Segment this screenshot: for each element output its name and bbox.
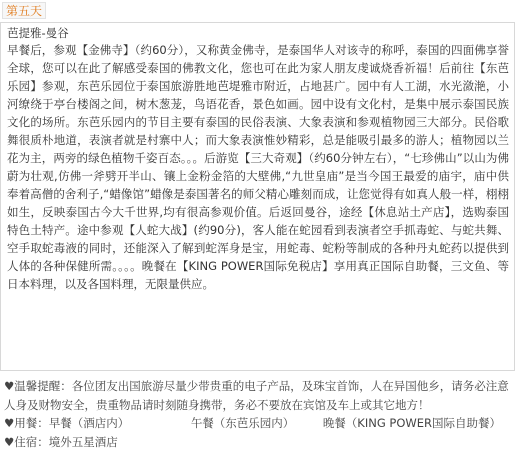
reminder-text: ♥温馨提醒：各位团友出国旅游尽量少带贵重的电子产品，及珠宝首饰，人在异国他乡，请务必注意人身及财物安全，贵重物品请时刻随身携带，务必不要放在宾馆及车上或其它地方！: [4, 379, 509, 412]
route-title: 芭提雅-曼谷: [7, 26, 69, 40]
day-label: 第五天: [2, 2, 46, 19]
meals-prefix: ♥用餐：: [4, 416, 49, 430]
meal-lunch: 午餐（东芭乐园内）: [190, 416, 295, 430]
meals-line: [4, 414, 512, 433]
meal-breakfast: 早餐（酒店内）: [48, 416, 130, 430]
lodging-text: ♥住宿：境外五星酒店: [4, 434, 118, 449]
notes-section: [4, 377, 512, 451]
itinerary-text: 早餐后，参观【金佛寺】（约60分），又称黄金佛寺，是泰国华人对该寺的称呼，泰国的四面佛享誉全球，您可以在此了解感受泰国的佛教文化，您也可在此为家人朋友虔诚烧香祈福！后前往【东芭乐园】参观，东芭乐园位于泰国旅游胜地芭堤雅市附近，占地甚广。园中有人工湖，水光潋滟，小河缭绕于亭台楼阁之间，树木葱茏，鸟语花香，景色如画。园中设有文化村，是集中展示泰国民族文化的场所。东芭乐园内的节目主要有泰国的民俗表演、大象表演和参观植物园三大部分。民俗歌舞很质朴地道，表演者就是村寨中人；而大象表演惟妙精彩，总是能吸引最多的游人；植物园以兰花为主，两旁的绿色植物千姿百态。。。后游览【三大奇观】（约60分钟左右），“七珍佛山”以山为佛蔚为壮观,仿佛一斧劈开半山、镶上金粉金箔的大壁佛,“九世皇庙”是当今国王最爱的庙宇，庙中供奉着高僧的舍利子,“蜡像馆”蜡像是泰国著名的师父精心雕刻而成，让您觉得有如真人般一样，栩栩如生，反映泰国古今大千世界,均有很高参观价值。后返回曼谷，途经【休息站土产店】，选购泰国特色土特产。途中参观【人蛇大战】(约90分)，客人能在蛇园看到表演者空手抓毒蛇、与蛇共舞、空手取蛇毒液的同时，还能深入了解到蛇浑身是宝，用蛇毒、蛇粉等制成的各种丹丸蛇药以提供到人体的各种保健所需。。。。晚餐在【KING POWER国际免税店】享用真正国际自助餐，三文鱼、等日本料理，以及各国料理，无限量供应。: [7, 43, 509, 291]
meal-dinner: 晚餐（KING POWER国际自助餐）: [322, 416, 502, 430]
itinerary-box: [0, 22, 515, 371]
